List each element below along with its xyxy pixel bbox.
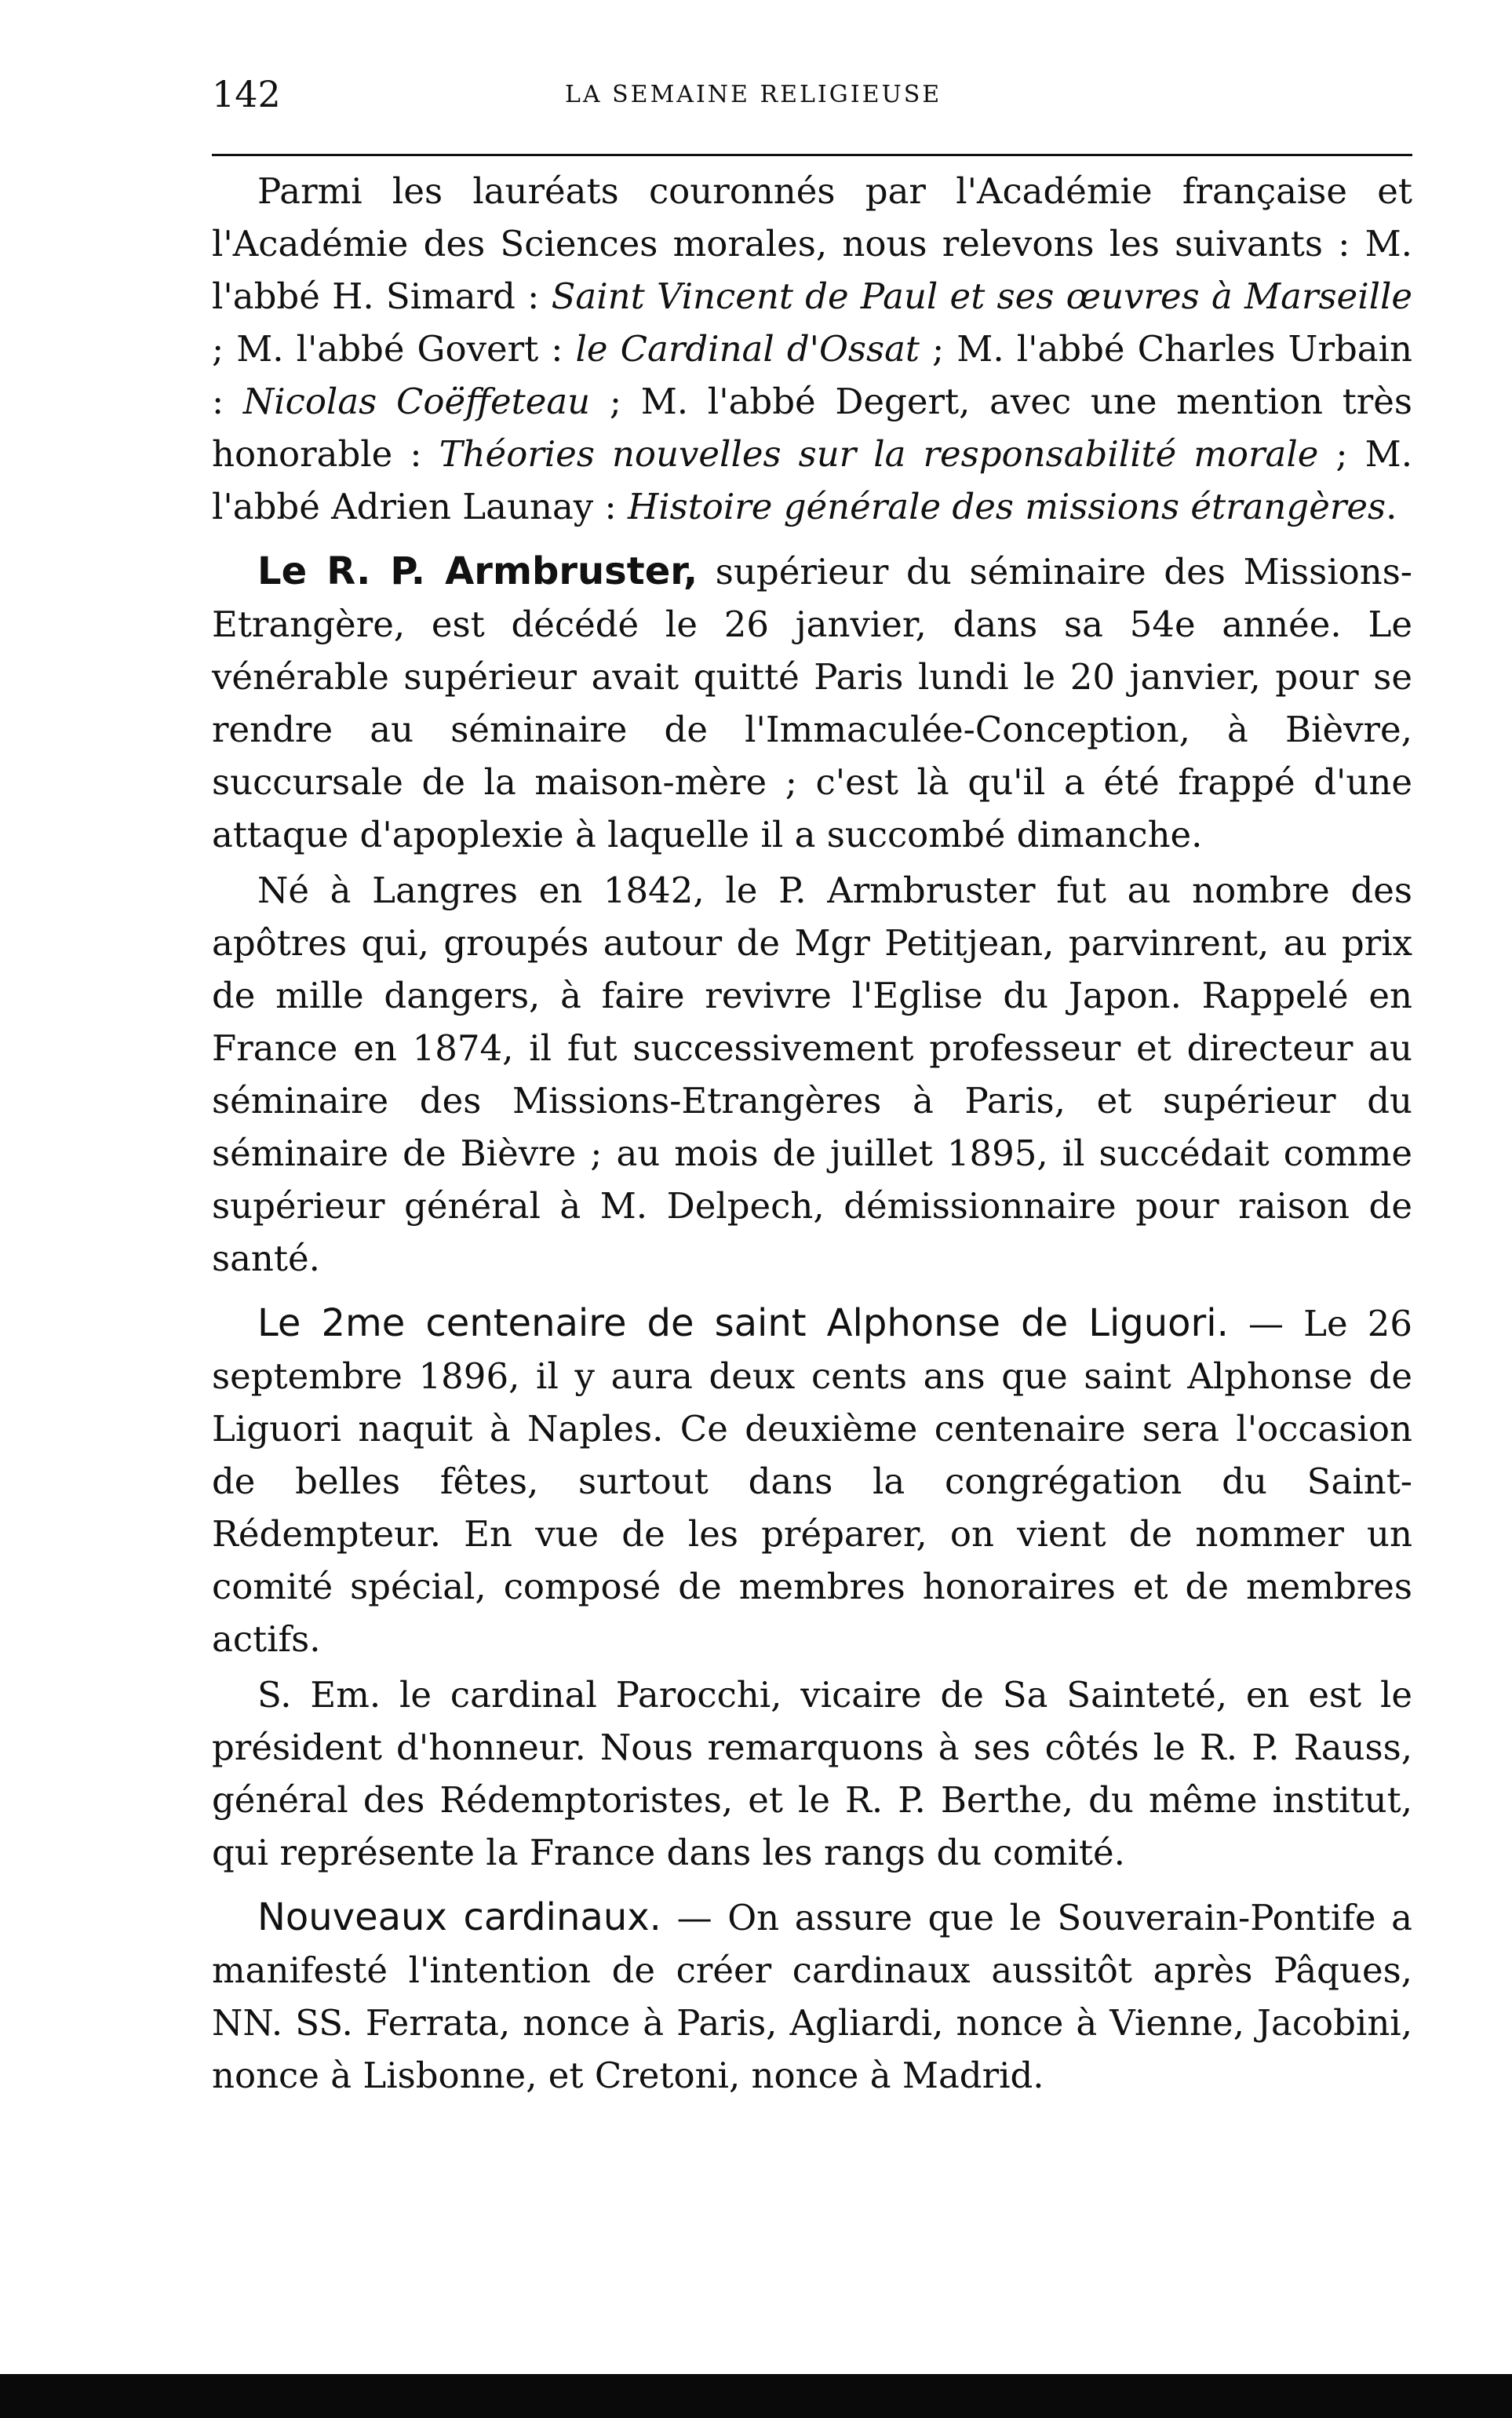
liguori-text-2: S. Em. le cardinal Parocchi, vicaire de Sa Sainteté, en est le président d'honneur. Nous remarquons à ses côtés le R. P. Rauss, général des Rédemptoristes, et le R. P. Berthe, du même institut, qui représente la France dans les rangs du comité.	[212, 1674, 1412, 1873]
laureats-paragraph	[212, 165, 1412, 533]
laureats-work-2: le Cardinal d'Ossat	[575, 328, 920, 370]
laureats-work-5: Histoire générale des missions étrangères	[627, 486, 1386, 527]
article-body	[212, 165, 1412, 2102]
scan-bottom-edge	[0, 2374, 1512, 2418]
cardinaux-paragraph	[212, 1891, 1412, 2102]
laureats-work-3: Nicolas Coëffeteau	[242, 381, 591, 422]
armbruster-paragraph-2	[212, 864, 1412, 1285]
laureats-work-4: Théories nouvelles sur la responsabilité morale	[439, 433, 1319, 475]
liguori-heading: Le 2me centenaire de saint Alphonse de Liguori.	[257, 1301, 1229, 1345]
armbruster-paragraph-1	[212, 545, 1412, 861]
laureats-sep-4: ; M. l'abbé Adrien Launay :	[212, 433, 1413, 527]
armbruster-heading: Le R. P. Armbruster,	[257, 549, 698, 593]
armbruster-text-2: Né à Langres en 1842, le P. Armbruster fut au nombre des apôtres qui, groupés autour de Mgr Petitjean, parvinrent, au prix de mille dangers, à faire revivre l'Eglise du Japon. Rappelé en France en 1874, il fut successivement professeur et directeur au séminaire des Missions-Etrangères à Paris, et supérieur du séminaire de Bièvre ; au mois de juillet 1895, il succédait comme supérieur général à M. Delpech, démissionnaire pour raison de santé.	[212, 870, 1412, 1279]
laureats-work-1: Saint Vincent de Paul et ses œuvres à Marseille	[551, 275, 1412, 317]
header-rule	[212, 154, 1412, 156]
laureats-sep-1: ; M. l'abbé Govert :	[212, 328, 576, 370]
laureats-intro: Parmi les lauréats couronnés par l'Académie française et l'Académie des Sciences morales, nous relevons les suivants : M. l'abbé H. Simard :	[212, 170, 1412, 317]
laureats-sep-2: ; M. l'abbé Charles Urbain :	[212, 328, 1412, 422]
laureats-sep-3: ; M. l'abbé Degert, avec une mention très honorable :	[212, 381, 1413, 475]
liguori-text-1: — Le 26 septembre 1896, il y aura deux cents ans que saint Alphonse de Liguori naquit à Naples. Ce deuxième centenaire sera l'occasion de belles fêtes, surtout dans la congrégation du Saint-Rédempteur. En vue de les préparer, on vient de nommer un comité spécial, composé de membres honoraires et de membres actifs.	[212, 1303, 1412, 1660]
liguori-paragraph-2	[212, 1669, 1412, 1879]
running-head	[212, 71, 1412, 118]
page-number: 142	[212, 73, 281, 115]
armbruster-text-1: supérieur du séminaire des Missions-Etrangère, est décédé le 26 janvier, dans sa 54e année. Le vénérable supérieur avait quitté Paris lundi le 20 janvier, pour se rendre au séminaire de l'Immaculée-Conception, à Bièvre, succursale de la maison-mère ; c'est là qu'il a été frappé d'une attaque d'apoplexie à laquelle il a succombé dimanche.	[212, 551, 1413, 855]
liguori-paragraph-1	[212, 1297, 1412, 1665]
journal-title: LA SEMAINE RELIGIEUSE	[565, 81, 942, 108]
laureats-end: .	[1386, 486, 1397, 527]
cardinaux-heading: Nouveaux cardinaux.	[257, 1895, 661, 1939]
cardinaux-text: — On assure que le Souverain-Pontife a manifesté l'intention de créer cardinaux aussitôt après Pâques, NN. SS. Ferrata, nonce à Paris, Agliardi, nonce à Vienne, Jacobini, nonce à Lisbonne, et Cretoni, nonce à Madrid.	[212, 1897, 1413, 2096]
